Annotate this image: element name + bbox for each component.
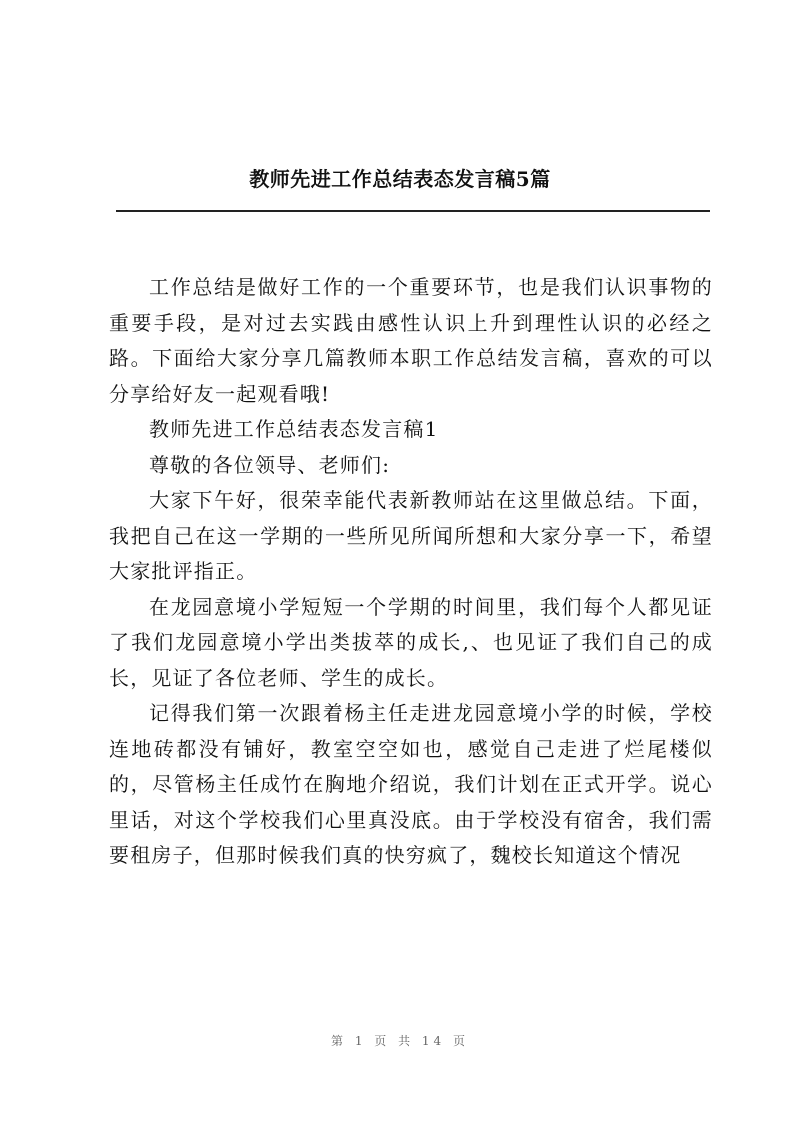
document-title: 教师先进工作总结表态发言稿5篇: [249, 167, 551, 191]
page-number-footer: 第 1 页 共 14 页: [331, 1034, 469, 1048]
paragraph-greeting: 大家下午好，很荣幸能代表新教师站在这里做总结。下面，我把自己在这一学期的一些所见所闻所想和大家分享一下，希望大家批评指正。: [109, 488, 713, 583]
paragraph-intro: 工作总结是做好工作的一个重要环节，也是我们认识事物的重要手段，是对过去实践由感性认识上升到理性认识的必经之路。下面给大家分享几篇教师本职工作总结发言稿，喜欢的可以分享给好友一起观看哦!: [109, 275, 713, 406]
paragraph-salutation: 尊敬的各位领导、老师们:: [149, 452, 391, 477]
document-body: [109, 270, 713, 874]
title-divider: [116, 210, 710, 212]
paragraph-heading-1: 教师先进工作总结表态发言稿1: [149, 417, 439, 441]
paragraph-growth: 在龙园意境小学短短一个学期的时间里，我们每个人都见证了我们龙园意境小学出类拔萃的成长,、也见证了我们自己的成长，见证了各位老师、学生的成长。: [109, 594, 713, 690]
paragraph-memory: 记得我们第一次跟着杨主任走进龙园意境小学的时候，学校连地砖都没有铺好，教室空空如也，感觉自己走进了烂尾楼似的，尽管杨主任成竹在胸地介绍说，我们计划在正式开学。说心里话，对这个学校我们心里真没底。由于学校没有宿舍，我们需要租房子，但那时候我们真的快穷疯了，魏校长知道这个情况: [109, 701, 713, 867]
